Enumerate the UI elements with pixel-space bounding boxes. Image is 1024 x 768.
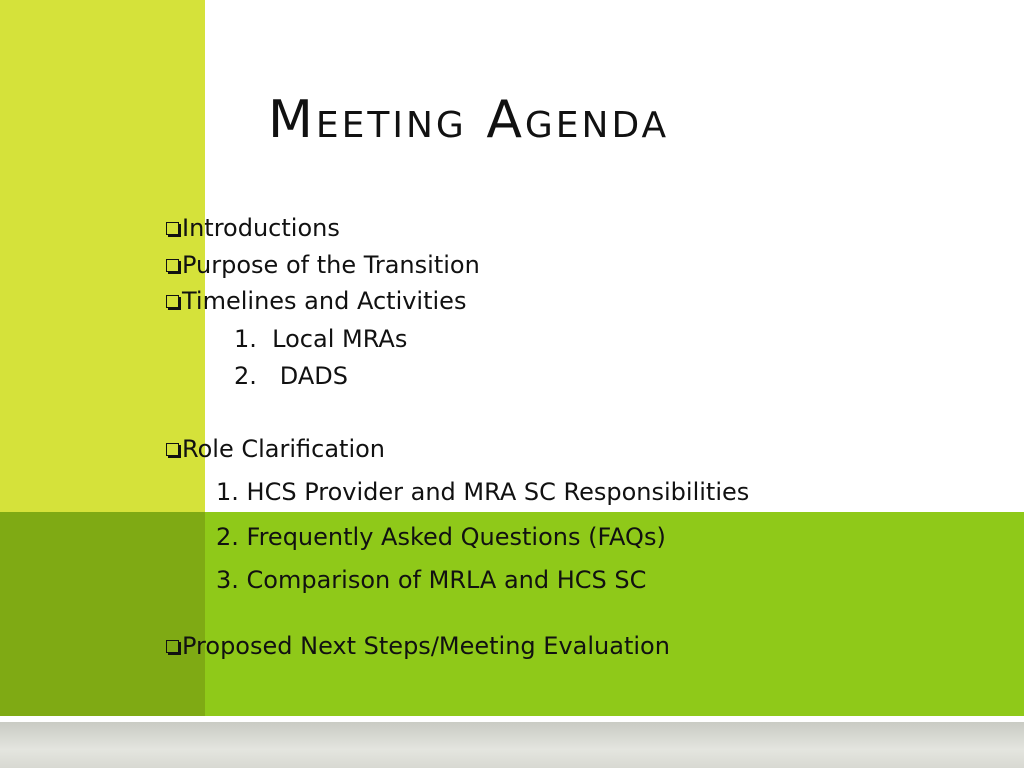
footer-strip: [0, 722, 1024, 768]
agenda-item-label: Timelines and Activities: [182, 287, 467, 315]
timeline-subitem: 2. DADS: [234, 362, 348, 390]
agenda-item-label: Introductions: [182, 214, 340, 242]
agenda-item: [166, 632, 670, 660]
agenda-item-label: Proposed Next Steps/Meeting Evaluation: [182, 632, 670, 660]
agenda-item: [166, 251, 480, 279]
agenda-item-label: Purpose of the Transition: [182, 251, 480, 279]
agenda-item: [166, 435, 385, 463]
bottom-left-dark-band: [0, 512, 205, 717]
role-subitem: 1. HCS Provider and MRA SC Responsibilities: [216, 478, 750, 506]
role-subitem: 3. Comparison of MRLA and HCS SC: [216, 566, 647, 594]
timeline-subitem: 1. Local MRAs: [234, 325, 408, 353]
hollow-square-bullet-icon: [166, 640, 179, 653]
hollow-square-bullet-icon: [166, 295, 179, 308]
role-subitem: 2. Frequently Asked Questions (FAQs): [216, 523, 666, 551]
agenda-item: [166, 287, 466, 315]
hollow-square-bullet-icon: [166, 222, 179, 235]
agenda-item-label: Role Clarification: [182, 435, 386, 463]
hollow-square-bullet-icon: [166, 259, 179, 272]
slide-title: Meeting Agenda: [268, 90, 670, 150]
hollow-square-bullet-icon: [166, 443, 179, 456]
agenda-item: [166, 214, 340, 242]
